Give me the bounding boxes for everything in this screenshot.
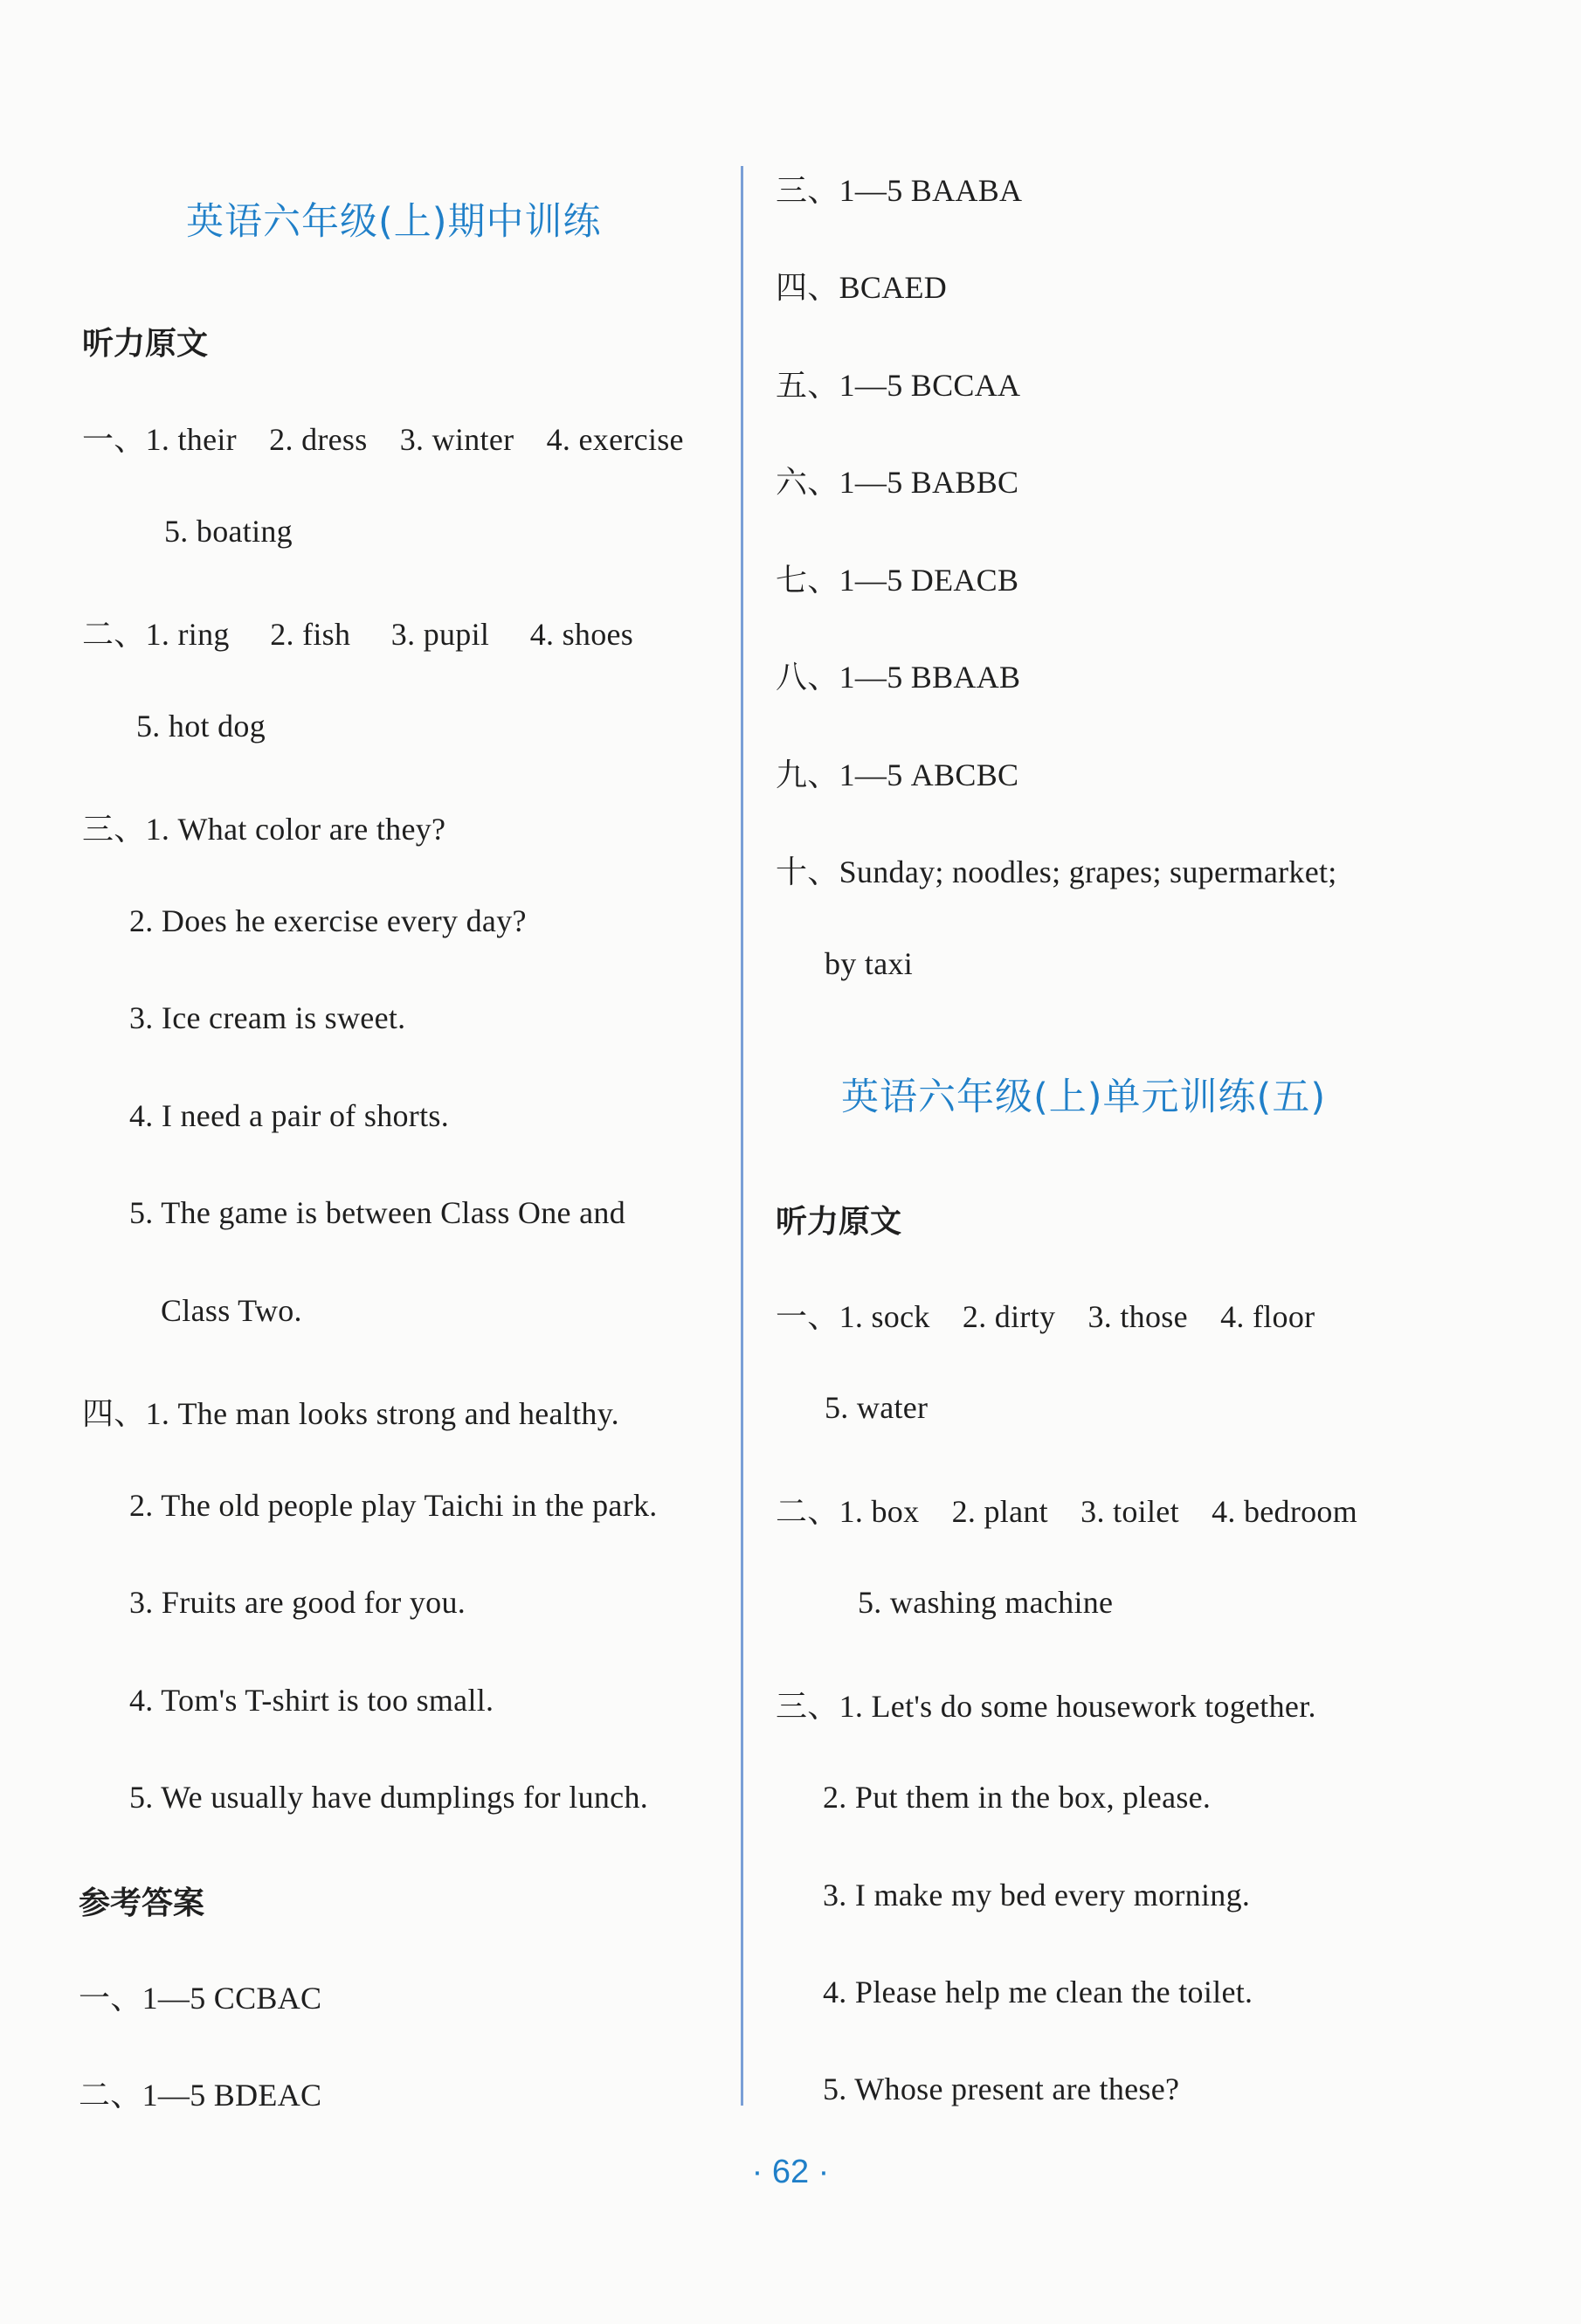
listening-line: 三、1. Let's do some housework together. <box>776 1689 1316 1724</box>
midterm-title: 英语六年级(上)期中训练 <box>186 200 602 244</box>
listening-script-heading: 听力原文 <box>82 326 209 362</box>
listening-line: 5. We usually have dumplings for lunch. <box>129 1780 649 1815</box>
listening-line: 3. I make my bed every morning. <box>823 1878 1251 1912</box>
answer-line: 八、1—5 BBAAB <box>776 660 1021 695</box>
listening-line: 四、1. The man looks strong and healthy. <box>82 1396 619 1431</box>
listening-line: 5. washing machine <box>858 1585 1114 1620</box>
answer-line: 六、1—5 BABBC <box>776 465 1019 500</box>
answer-line: 十、Sunday; noodles; grapes; supermarket; <box>776 854 1337 889</box>
listening-line: 2. The old people play Taichi in the park. <box>129 1488 658 1523</box>
listening-line: 5. boating <box>164 514 293 549</box>
answer-line: 五、1—5 BCCAA <box>776 368 1021 403</box>
listening-line: 三、1. What color are they? <box>82 812 446 847</box>
listening-line: 5. hot dog <box>136 709 266 744</box>
listening-line: Class Two. <box>161 1293 302 1328</box>
listening-line: 5. Whose present are these? <box>823 2072 1180 2106</box>
unit5-title: 英语六年级(上)单元训练(五) <box>841 1076 1327 1119</box>
listening-line: 一、1. sock 2. dirty 3. those 4. floor <box>776 1299 1315 1334</box>
answer-line: 三、1—5 BAABA <box>776 173 1023 208</box>
listening-line: 5. water <box>825 1390 929 1425</box>
answer-line: 二、1—5 BDEAC <box>79 2078 322 2113</box>
listening-line: 4. Please help me clean the toilet. <box>823 1975 1253 2009</box>
answer-line: 七、1—5 DEACB <box>776 563 1019 598</box>
listening-script-heading: 听力原文 <box>776 1204 902 1240</box>
listening-line: 4. Tom's T-shirt is too small. <box>129 1683 494 1718</box>
listening-line: 2. Put them in the box, please. <box>823 1780 1212 1815</box>
listening-line: 5. The game is between Class One and <box>129 1195 625 1230</box>
listening-line: 二、1. ring 2. fish 3. pupil 4. shoes <box>82 617 634 652</box>
reference-answers-heading: 参考答案 <box>79 1885 205 1921</box>
answer-line: 四、BCAED <box>776 270 948 305</box>
column-divider <box>741 166 743 2106</box>
answer-line: 九、1—5 ABCBC <box>776 757 1019 792</box>
listening-line: 二、1. box 2. plant 3. toilet 4. bedroom <box>776 1494 1358 1529</box>
listening-line: 3. Fruits are good for you. <box>129 1585 466 1620</box>
listening-line: 3. Ice cream is sweet. <box>129 1000 406 1035</box>
listening-line: 一、1. their 2. dress 3. winter 4. exercise <box>82 422 684 457</box>
listening-line: 4. I need a pair of shorts. <box>129 1098 449 1133</box>
answer-line: by taxi <box>825 946 914 981</box>
page-number: · 62 · <box>751 2154 830 2190</box>
answer-line: 一、1—5 CCBAC <box>79 1981 322 2016</box>
listening-line: 2. Does he exercise every day? <box>129 903 527 938</box>
